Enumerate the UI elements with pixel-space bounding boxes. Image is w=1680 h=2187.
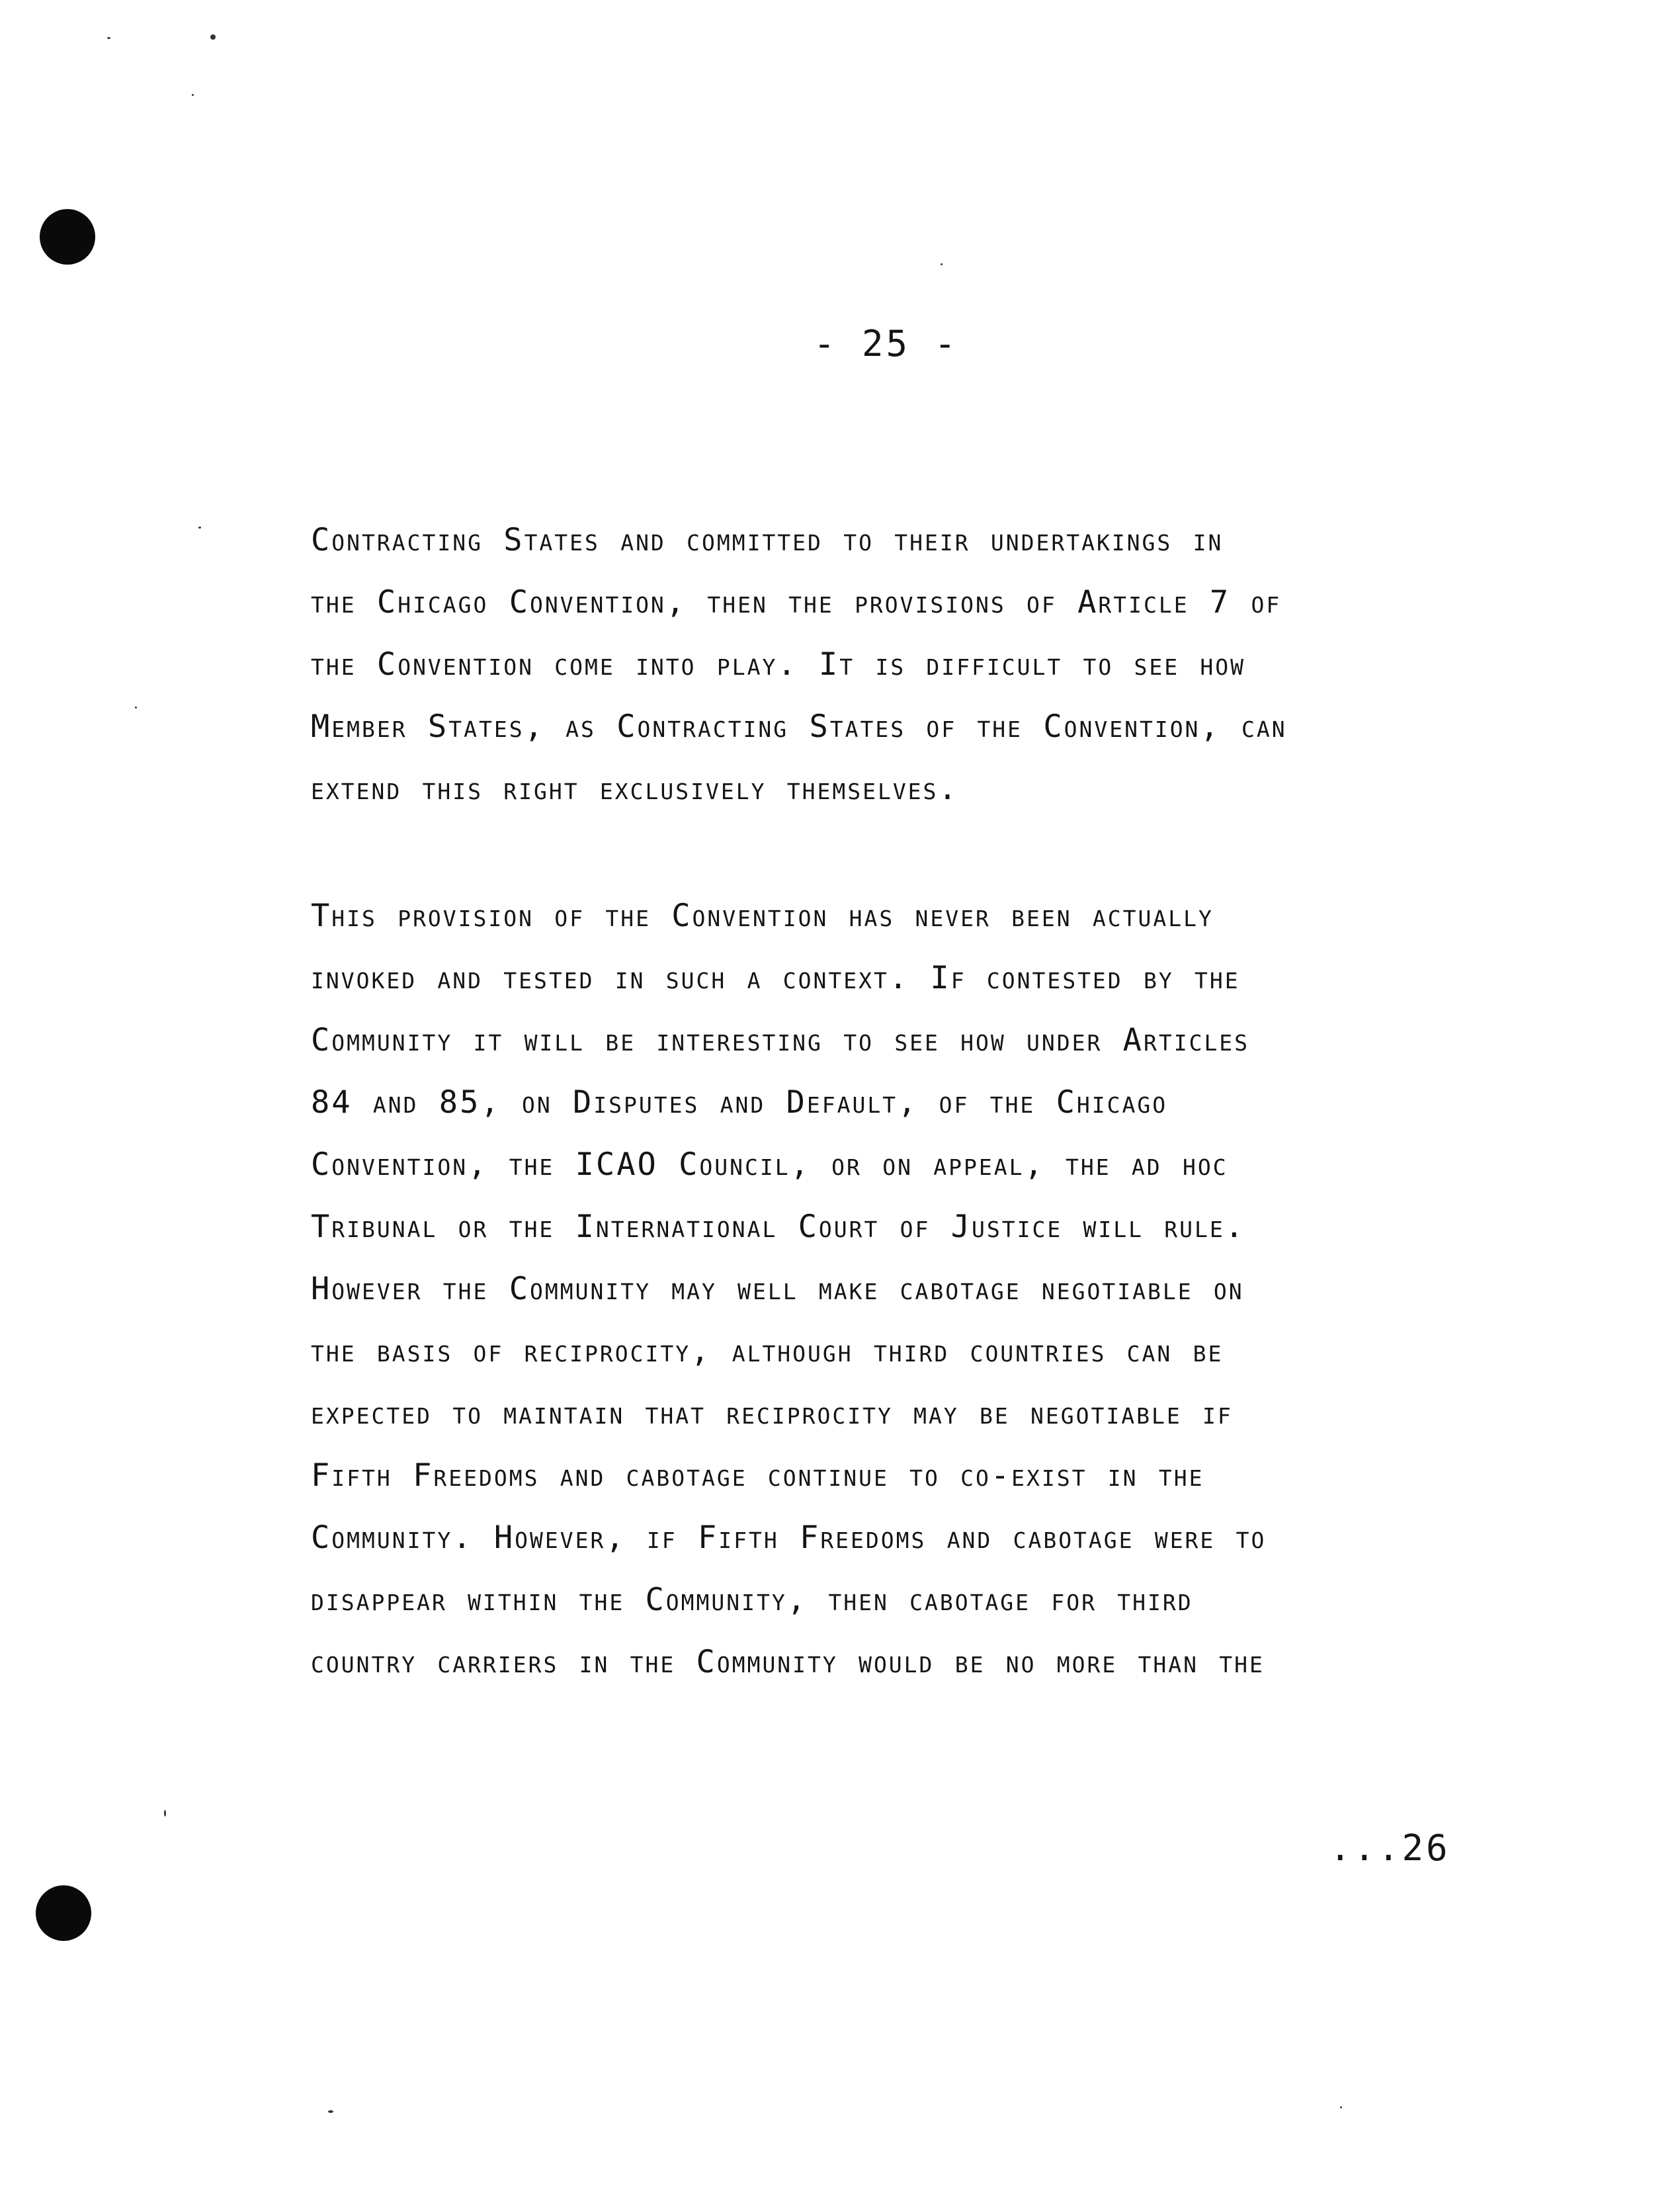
scan-speck: [107, 37, 110, 39]
text-line: This provision of the Convention has never been actually: [311, 898, 1214, 934]
text-line: the Convention come into play. It is difficult to see how: [311, 646, 1246, 683]
punch-hole-bottom: [36, 1885, 91, 1941]
page-number: - 25 -: [814, 323, 959, 364]
text-line: 84 and 85, on Disputes and Default, of the Chicago: [311, 1084, 1168, 1121]
text-line: Community it will be interesting to see how under Articles: [311, 1022, 1250, 1058]
text-line: country carriers in the Community would be no more than the: [311, 1644, 1265, 1680]
scan-speck: [135, 707, 137, 708]
text-line: Community. However, if Fifth Freedoms and cabotage were to: [311, 1520, 1267, 1556]
text-line: the Chicago Convention, then the provisions of Article 7 of: [311, 584, 1282, 621]
text-line: extend this right exclusively themselves.: [311, 771, 959, 807]
scan-speck: [210, 34, 216, 40]
paragraph-1: [311, 509, 1435, 820]
text-line: Tribunal or the International Court of Justice will rule.: [311, 1209, 1246, 1245]
text-line: invoked and tested in such a context. If contested by the: [311, 960, 1240, 996]
text-line: the basis of reciprocity, although third countries can be: [311, 1333, 1224, 1369]
text-line: Contracting States and committed to their undertakings in: [311, 522, 1224, 558]
scan-speck: [164, 1810, 166, 1817]
scan-speck: [941, 263, 943, 265]
text-line: However the Community may well make cabotage negotiable on: [311, 1271, 1244, 1307]
paragraph-2: [311, 885, 1435, 1694]
continuation-marker: ...26: [1329, 1827, 1450, 1869]
scan-speck: [328, 2110, 333, 2113]
punch-hole-top: [40, 209, 95, 265]
text-line: Member States, as Contracting States of the Convention, can: [311, 708, 1287, 745]
scan-speck: [1340, 2106, 1342, 2108]
text-line: disappear within the Community, then cabotage for third: [311, 1582, 1193, 1618]
scan-speck: [192, 94, 194, 96]
text-line: expected to maintain that reciprocity may be negotiable if: [311, 1395, 1233, 1432]
scan-speck: [198, 527, 201, 529]
text-line: Fifth Freedoms and cabotage continue to co-exist in the: [311, 1457, 1204, 1494]
text-line: Convention, the ICAO Council, or on appeal, the ad hoc: [311, 1146, 1228, 1183]
